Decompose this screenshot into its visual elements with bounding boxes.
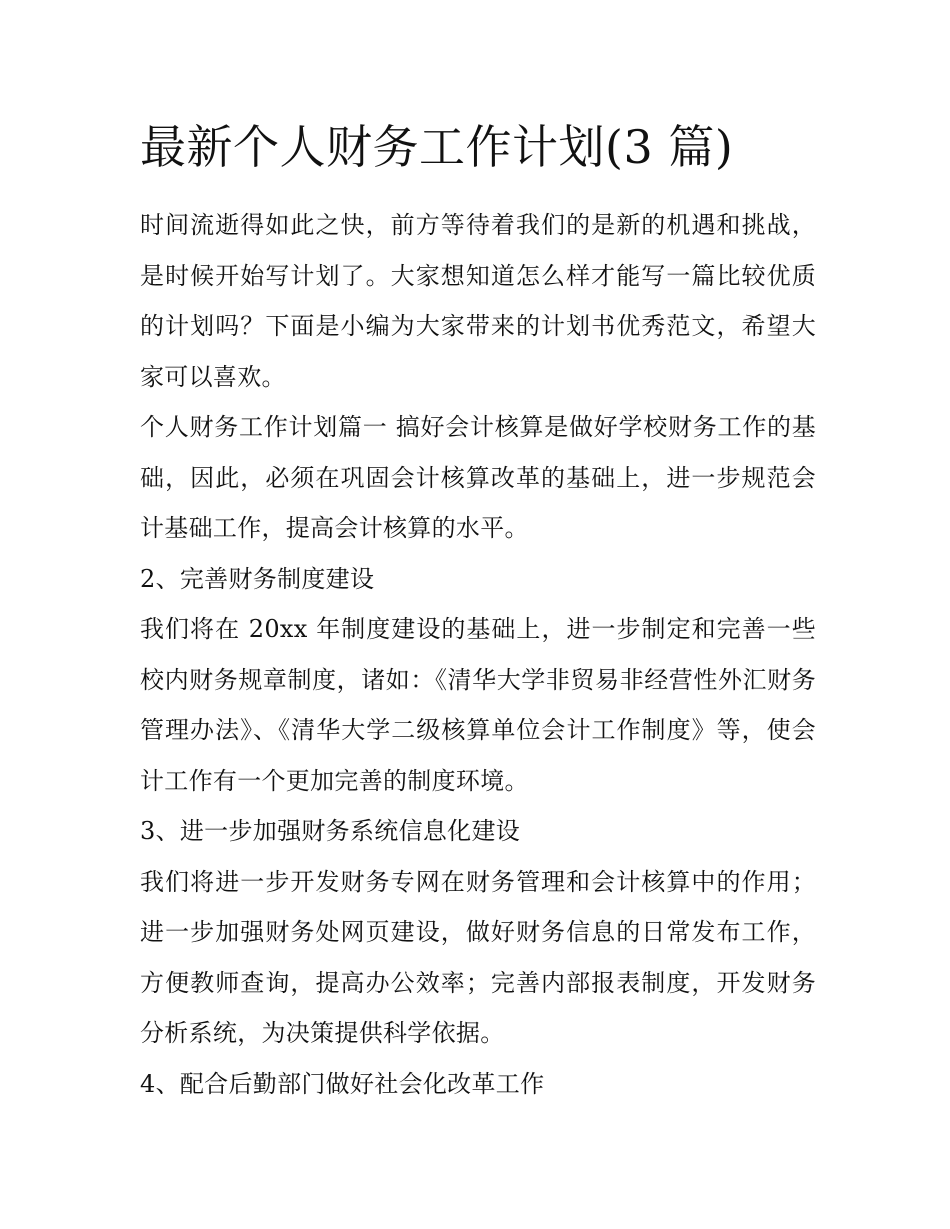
document-body [140, 200, 816, 1109]
section-3-paragraph: 我们将进一步开发财务专网在财务管理和会计核算中的作用；进一步加强财务处网页建设，做好财务信息的日常发布工作，方便教师查询，提高办公效率；完善内部报表制度，开发财务分析系统，为决策提供科学依据。 [140, 867, 816, 1047]
document-page [140, 112, 816, 1109]
intro-paragraph: 时间流逝得如此之快，前方等待着我们的是新的机遇和挑战，是时候开始写计划了。大家想知道怎么样才能写一篇比较优质的计划吗？下面是小编为大家带来的计划书优秀范文，希望大家可以喜欢。 [140, 211, 816, 391]
section-2-paragraph: 我们将在 20xx 年制度建设的基础上，进一步制定和完善一些校内财务规章制度，诸如：《清华大学非贸易非经营性外汇财务管理办法》、《清华大学二级核算单位会计工作制度》等，使会计工作有一个更加完善的制度环境。 [140, 615, 816, 795]
section-1-paragraph: 个人财务工作计划篇一 搞好会计核算是做好学校财务工作的基础，因此，必须在巩固会计核算改革的基础上，进一步规范会计基础工作，提高会计核算的水平。 [140, 413, 816, 542]
section-3-heading: 3、进一步加强财务系统信息化建设 [140, 817, 521, 845]
section-4-heading: 4、配合后勤部门做好社会化改革工作 [140, 1069, 545, 1098]
document-title: 最新个人财务工作计划(3 篇) [140, 120, 734, 174]
section-2-heading: 2、完善财务制度建设 [140, 564, 375, 593]
